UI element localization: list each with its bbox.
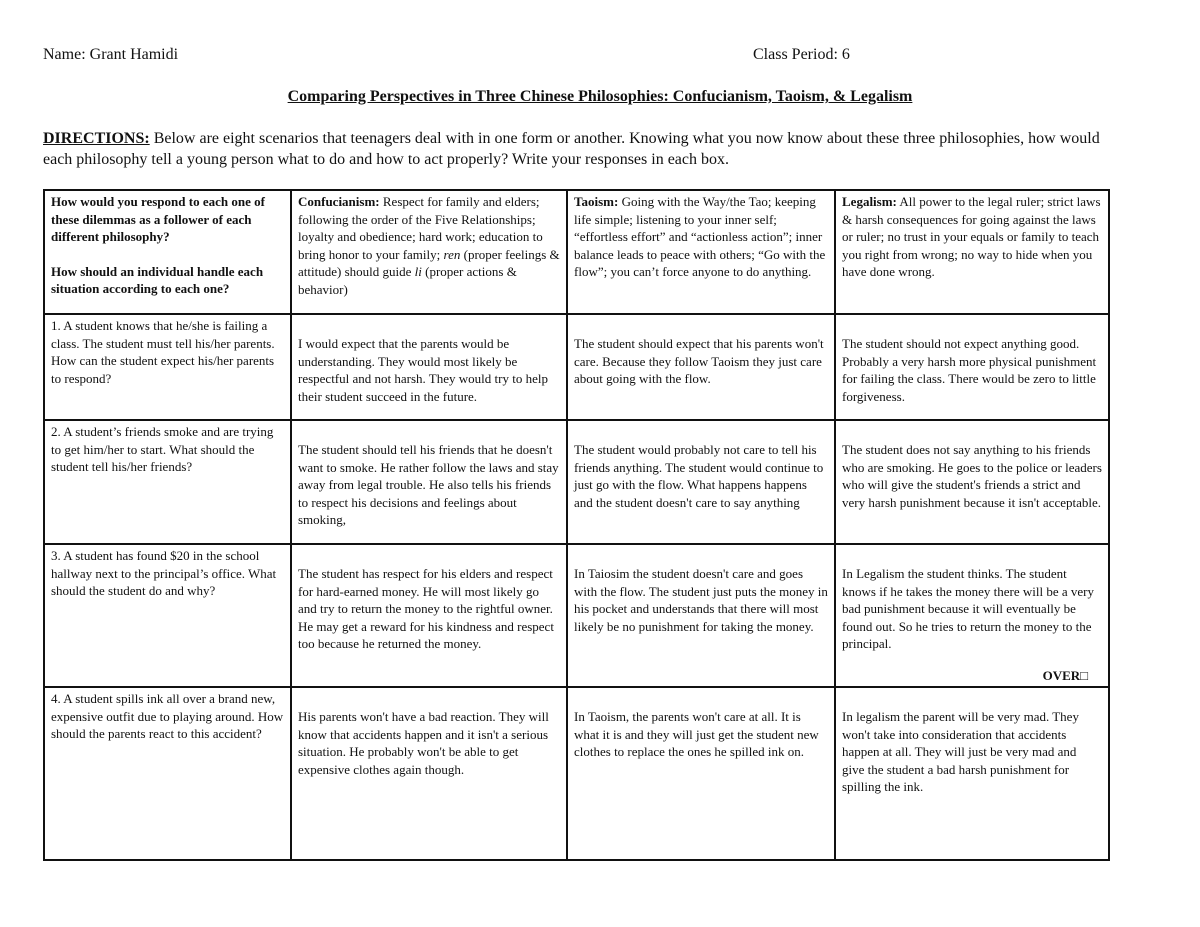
- header-question-1: How would you respond to each one of these dilemmas as a follower of each different philosophy?: [51, 194, 265, 244]
- answer-text: The student would probably not care to tell his friends anything. The student would continue to just go with the flow. What happens happens and the student doesn't care to say anything: [574, 442, 824, 510]
- legalism-answer: [835, 687, 1109, 860]
- table-row: [44, 420, 1109, 544]
- answer-text: The student does not say anything to his friends who are smoking. He goes to the police or leaders who will give the student's friends a strict and very harsh punishment because it isn't acceptable.: [842, 442, 1102, 510]
- directions: [43, 128, 1123, 170]
- header-confucianism: [291, 190, 567, 314]
- table-row: [44, 544, 1109, 687]
- answer-text: In Legalism the student thinks. The student knows if he takes the money there will be a very bad punishment because it will eventually be found out. So he tries to return the money to the principal.: [842, 566, 1094, 651]
- confucianism-desc-1: Respect for family and elders; following the order of the Five Relationships; loyalty and obedience; hard work; education to bring honor to your family;: [298, 194, 543, 262]
- class-period: Class Period: 6: [753, 46, 850, 63]
- header-taoism: [567, 190, 835, 314]
- confucianism-answer: [291, 687, 567, 860]
- taoism-answer: [567, 544, 835, 687]
- confucianism-answer: [291, 314, 567, 420]
- confucianism-answer: [291, 420, 567, 544]
- legalism-name: Legalism:: [842, 194, 897, 209]
- over-note: OVER□: [1042, 667, 1088, 683]
- confucianism-term-ren: ren: [443, 246, 461, 262]
- answer-text: The student should tell his friends that he doesn't want to smoke. He rather follow the laws and stay away from legal trouble. He also tells his friends to respect his decisions and feelings about smoking,: [298, 442, 559, 527]
- answer-text: I would expect that the parents would be understanding. They would most likely be respectful and not harsh. They would try to help their student succeed in the future.: [298, 336, 548, 404]
- taoism-name: Taoism:: [574, 194, 619, 209]
- taoism-answer: [567, 314, 835, 420]
- answer-text: In Taoism, the parents won't care at all. It is what it is and they will just get the student new clothes to replace the ones he spilled ink on.: [574, 709, 819, 759]
- answer-text: In legalism the parent will be very mad. They won't take into consideration that accidents happen at all. They will just be very mad and give the student a bad harsh punishment for spilling the ink.: [842, 709, 1079, 794]
- scenario-cell: 4. A student spills ink all over a brand new, expensive outfit due to playing around. How should the parents react to this accident?: [44, 687, 291, 860]
- table-row: [44, 687, 1109, 860]
- scenario-cell: 3. A student has found $20 in the school hallway next to the principal’s office. What should the student do and why?: [44, 544, 291, 687]
- legalism-answer: [835, 544, 1109, 687]
- student-name: Name: Grant Hamidi: [43, 46, 179, 63]
- directions-text: Below are eight scenarios that teenagers deal with in one form or another. Knowing what you now know about these three philosophies, how would each philosophy tell a young person what to do and how to act properly? Write your responses in each box.: [43, 130, 1100, 168]
- answer-text: The student has respect for his elders and respect for hard-earned money. He will most likely go and try to return the money to the rightful owner. He may get a reward for his kindness and respect too because he returned the money.: [298, 566, 554, 651]
- confucianism-desc-3: (proper actions & behavior): [298, 264, 517, 297]
- table-header-row: [44, 190, 1109, 314]
- scenario-cell: 2. A student’s friends smoke and are trying to get him/her to start. What should the student tell his/her friends?: [44, 420, 291, 544]
- legalism-desc: All power to the legal ruler; strict laws & harsh consequences for going against the laws or ruler; no trust in your equals or family to teach you right from wrong; no way to hide when you have done wrong.: [842, 194, 1101, 279]
- table-row: [44, 314, 1109, 420]
- header-legalism: [835, 190, 1109, 314]
- taoism-answer: [567, 687, 835, 860]
- answer-text: In Taiosim the student doesn't care and goes with the flow. The student just puts the money in his pocket and understands that there will most likely be no punishment for taking the money.: [574, 566, 828, 634]
- confucianism-name: Confucianism:: [298, 194, 380, 209]
- comparison-table: [43, 189, 1110, 861]
- confucianism-term-li: li: [414, 264, 422, 279]
- legalism-answer: [835, 314, 1109, 420]
- taoism-desc: Going with the Way/the Tao; keeping life simple; listening to your inner self; “effortless effort” and “actionless action”; inner balance leads to peace with others; “Go with the flow”; you can’t force anyone to do anything.: [574, 194, 826, 279]
- taoism-answer: [567, 420, 835, 544]
- header-question-cell: [44, 190, 291, 314]
- directions-label: DIRECTIONS:: [43, 130, 150, 147]
- legalism-answer: [835, 420, 1109, 544]
- confucianism-desc-2: (proper feelings & attitude) should guide: [298, 246, 560, 279]
- confucianism-answer: [291, 544, 567, 687]
- scenario-cell: 1. A student knows that he/she is failing a class. The student must tell his/her parents. How can the student expect his/her parents to respond?: [44, 314, 291, 420]
- page-title: Comparing Perspectives in Three Chinese Philosophies: Confucianism, Taoism, & Legalism: [287, 88, 913, 105]
- answer-text: The student should expect that his parents won't care. Because they follow Taoism they just care about going with the flow.: [574, 336, 824, 386]
- header-question-2: How should an individual handle each situation according to each one?: [51, 263, 264, 296]
- answer-text: The student should not expect anything good. Probably a very harsh more physical punishment for failing the class. There would be zero to little forgiveness.: [842, 336, 1097, 404]
- answer-text: His parents won't have a bad reaction. They will know that accidents happen and it isn't a serious situation. He probably won't be able to get expensive clothes again though.: [298, 709, 549, 777]
